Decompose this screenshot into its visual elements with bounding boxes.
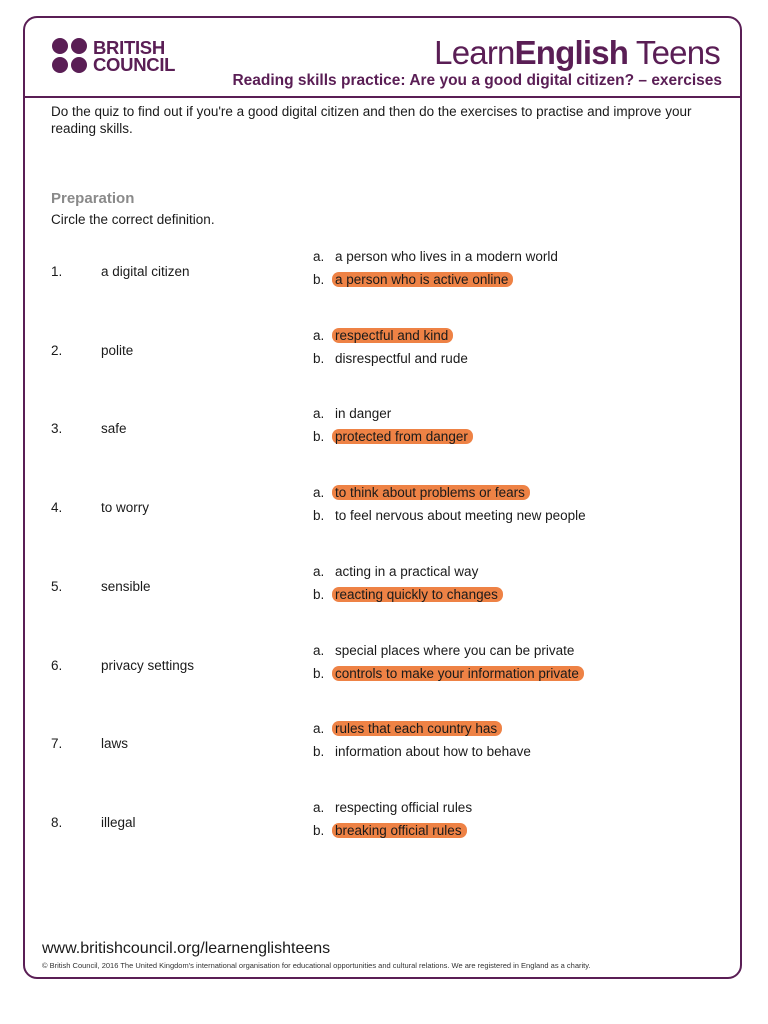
item-number: 3. <box>51 421 63 436</box>
item-term: laws <box>101 736 129 751</box>
option-b[interactable] <box>313 744 531 759</box>
item-number: 2. <box>51 343 63 358</box>
item-term: safe <box>101 421 127 436</box>
quiz-item <box>0 721 768 771</box>
option-a[interactable] <box>313 721 502 736</box>
option-letter: b. <box>313 744 325 759</box>
british-council-logo <box>52 38 175 73</box>
item-term: a digital citizen <box>101 264 190 279</box>
option-a[interactable] <box>313 800 472 815</box>
logo-line-1: BRITISH <box>93 36 165 58</box>
quiz-item <box>0 406 768 456</box>
option-text: acting in a practical way <box>335 564 479 579</box>
option-b[interactable] <box>313 666 584 681</box>
option-text: in danger <box>335 406 392 421</box>
item-number: 8. <box>51 815 63 830</box>
intro-text: Do the quiz to find out if you're a good digital citizen and then do the exercises to practise and improve your reading skills. <box>51 104 692 136</box>
learnenglish-teens-brand <box>434 34 720 72</box>
option-letter: b. <box>313 272 325 287</box>
highlighted-answer: breaking official rules <box>332 823 467 838</box>
option-text: respecting official rules <box>335 800 473 815</box>
highlighted-answer: rules that each country has <box>332 721 502 736</box>
highlighted-answer: a person who is active online <box>332 272 513 287</box>
option-a[interactable] <box>313 249 558 264</box>
option-a[interactable] <box>313 328 453 343</box>
item-term: polite <box>101 343 134 358</box>
item-term: sensible <box>101 579 151 594</box>
logo-line-2: COUNCIL <box>93 53 176 75</box>
option-b[interactable] <box>313 587 503 602</box>
option-b[interactable] <box>313 351 468 366</box>
item-number: 6. <box>51 658 63 673</box>
item-number: 1. <box>51 264 63 279</box>
option-letter: b. <box>313 429 325 444</box>
highlighted-answer: to think about problems or fears <box>332 485 530 500</box>
option-a[interactable] <box>313 564 478 579</box>
quiz-item <box>0 643 768 693</box>
option-letter: a. <box>313 643 325 658</box>
option-letter: a. <box>313 249 325 264</box>
logo-text <box>93 36 176 75</box>
brand-english: English <box>514 34 629 71</box>
brand-learn: Learn <box>434 34 515 71</box>
option-letter: b. <box>313 666 325 681</box>
option-b[interactable] <box>313 272 513 287</box>
item-term: illegal <box>101 815 136 830</box>
section-title: Preparation <box>51 190 135 207</box>
option-b[interactable] <box>313 508 586 523</box>
option-text: to feel nervous about meeting new people <box>335 508 586 523</box>
option-b[interactable] <box>313 823 467 838</box>
option-a[interactable] <box>313 406 391 421</box>
footer-url[interactable]: www.britishcouncil.org/learnenglishteens <box>42 940 331 957</box>
document-title: Reading skills practice: Are you a good digital citizen? – exercises <box>232 72 722 89</box>
quiz-item <box>0 800 768 850</box>
brand-teens: Teens <box>628 34 720 71</box>
item-term: to worry <box>101 500 150 515</box>
option-letter: a. <box>313 406 325 421</box>
item-term: privacy settings <box>101 658 195 673</box>
highlighted-answer: respectful and kind <box>332 328 453 343</box>
option-a[interactable] <box>313 643 574 658</box>
highlighted-answer: controls to make your information private <box>332 666 584 681</box>
option-text: disrespectful and rude <box>335 351 468 366</box>
highlighted-answer: reacting quickly to changes <box>332 587 503 602</box>
option-text: a person who lives in a modern world <box>335 249 558 264</box>
option-text: special places where you can be private <box>335 643 575 658</box>
logo-dots-icon <box>52 38 87 73</box>
quiz-item <box>0 328 768 378</box>
option-letter: b. <box>313 823 325 838</box>
item-number: 5. <box>51 579 63 594</box>
highlighted-answer: protected from danger <box>332 429 473 444</box>
option-letter: a. <box>313 800 325 815</box>
header-divider <box>25 96 740 98</box>
option-letter: b. <box>313 587 325 602</box>
option-letter: a. <box>313 721 325 736</box>
quiz-item <box>0 564 768 614</box>
item-number: 7. <box>51 736 63 751</box>
quiz-item <box>0 485 768 535</box>
footer-copyright: © British Council, 2016 The United Kingdom's international organisation for educational opportunities and cultural relations. We are registered in England as a charity. <box>42 961 591 970</box>
option-letter: a. <box>313 328 325 343</box>
instruction-text: Circle the correct definition. <box>51 212 215 227</box>
option-letter: b. <box>313 351 325 366</box>
option-letter: a. <box>313 564 325 579</box>
option-letter: a. <box>313 485 325 500</box>
item-number: 4. <box>51 500 63 515</box>
quiz-item <box>0 249 768 299</box>
option-a[interactable] <box>313 485 530 500</box>
option-text: information about how to behave <box>335 744 531 759</box>
option-letter: b. <box>313 508 325 523</box>
option-b[interactable] <box>313 429 473 444</box>
